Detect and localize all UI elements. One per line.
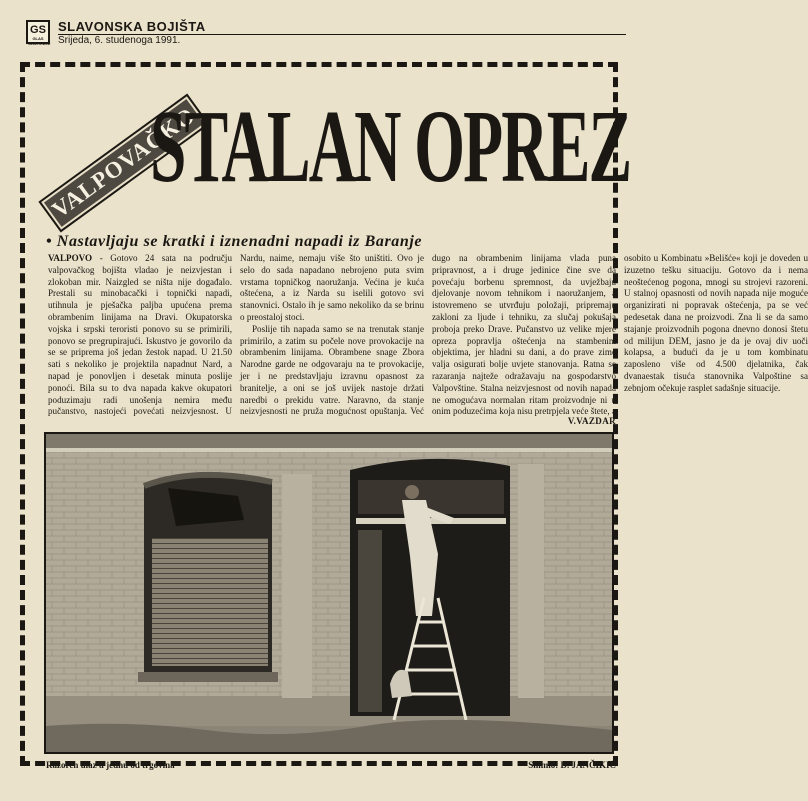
- storefront-photo-illustration: [46, 434, 612, 752]
- masthead: [26, 20, 626, 46]
- paragraph-2: Poslije tih napada samo se na trenutak stanje primirilo, a zatim su počele nove provokacije na obrambenim linijama. Obrambene snage Zbora Narodne garde ne odgovaraju na te provokacije, jer i ne predstavljaju izravnu opasnost za branitelje, a oni se još uvijek nastoje držati naredbi o prekidu vatre. Naravno, da stanje neizvjesnosti ne pruža mogućnost opuštanja. Već dugo na obrambenim linijama vlada puna pripravnost, a i druge jedinice čine sve da povećaju borbenu spremnost, da uvježbaju djelovanje novom tehnikom i naoružanjem, a istovremeno se utvrđuju položaji, pripremaju zakloni za ljude i tehniku, za slučaj pokušaja proboja preko Drave. Pučanstvo uz velike mjere opreza popravlja oštećenja na stambenim objektima, jer hladni su dani, a do prave zime valja osigurati bolje uvjete stanovanja. Ratna se razaranja najteže odražavaju na gospodarstvo Valpovštine. Stalna neizvjesnost od novih napada ne omogućava normalan ritam proizvodnje ni u onim poduzećima koja nisu pretrpjela veće štete, a osobito u Kombinatu »Belišće« koji je doveden u izuzetno tešku situaciju. Gotovo da i nema neoštećenog pogona, mnogi su strojevi razoreni. U stalnoj opasnosti od novih napada nije moguće organizirati ni popravak oštećenja, pa se već pedesetak dana ne proizvodi. Zna li se da samo stajanje proizvodnih pogona dnevno donosi štetu od milijun DEM, jasno je da je ovaj div uoči kolapsa, a budući da je u tom kombinatu zaposleno više od 4.500 djelatnika, čak dvanaestak tisuća stanovnika Valpoštine sa zebnjom očekuje rasplet sadašnje situacije.: [240, 253, 808, 417]
- dateline: VALPOVO: [48, 253, 93, 263]
- logo-letters: GS: [30, 24, 46, 36]
- subheadline: • Nastavljaju se kratki i iznenadni napadi iz Baranje: [46, 233, 423, 250]
- article-body: [48, 253, 808, 421]
- paragraph-1-text: - Gotovo 24 sata na području valpovačkog bojišta vladao je neizvjestan i zlokoban mir. Naizgled se ništa nije događalo. Prestali su minobacački i topnički napadi, utihnula je pješačka paljba upućena prema obrambenim linijama na Dravi. Okupatorska vojska i srpski teroristi ponovo su se primirili, ponovo se pregrupirajući. Iskustvo je govorilo da se se priprema još jedan žestok napad. U 21.50 sati s nekoliko je projektila napadnut Nard, a napad je ponovljen i desetak minuta poslije ponoći. Bila su to dva napada kakve okupatori poduzimaju radi unošenja nemira među pučanstvo, nastojeći povećati neizvjesnost. U Nardu, naime, nemaju više što uništiti. Ovo je selo do sada napadano nebrojeno puta svim vrstama topničkog naoružanja. Većina je kuća oštećena, a iz Narda su iselili gotovo svi stanovnici. Ostalo ih je samo nekoliko da se brinu o preostaloj stoci.: [48, 253, 424, 417]
- headline: STALAN OPREZ: [150, 89, 631, 204]
- issue-date: Srijeda, 6. studenoga 1991.: [58, 35, 181, 46]
- photo-credit: Snimio: D. JANČIKIĆ: [528, 760, 616, 770]
- kicker-banner: VALPOVAČKO: [41, 96, 207, 229]
- newspaper-logo: [26, 20, 50, 44]
- section-title: SLAVONSKA BOJIŠTA: [58, 19, 206, 34]
- photo-caption: Razoren ulaz u jednu od trgovina: [46, 760, 175, 770]
- article-photo: [44, 432, 614, 754]
- byline: V.VAZDAR: [567, 416, 616, 426]
- logo-subtitle: GLAS SLAVONIJE: [28, 36, 51, 46]
